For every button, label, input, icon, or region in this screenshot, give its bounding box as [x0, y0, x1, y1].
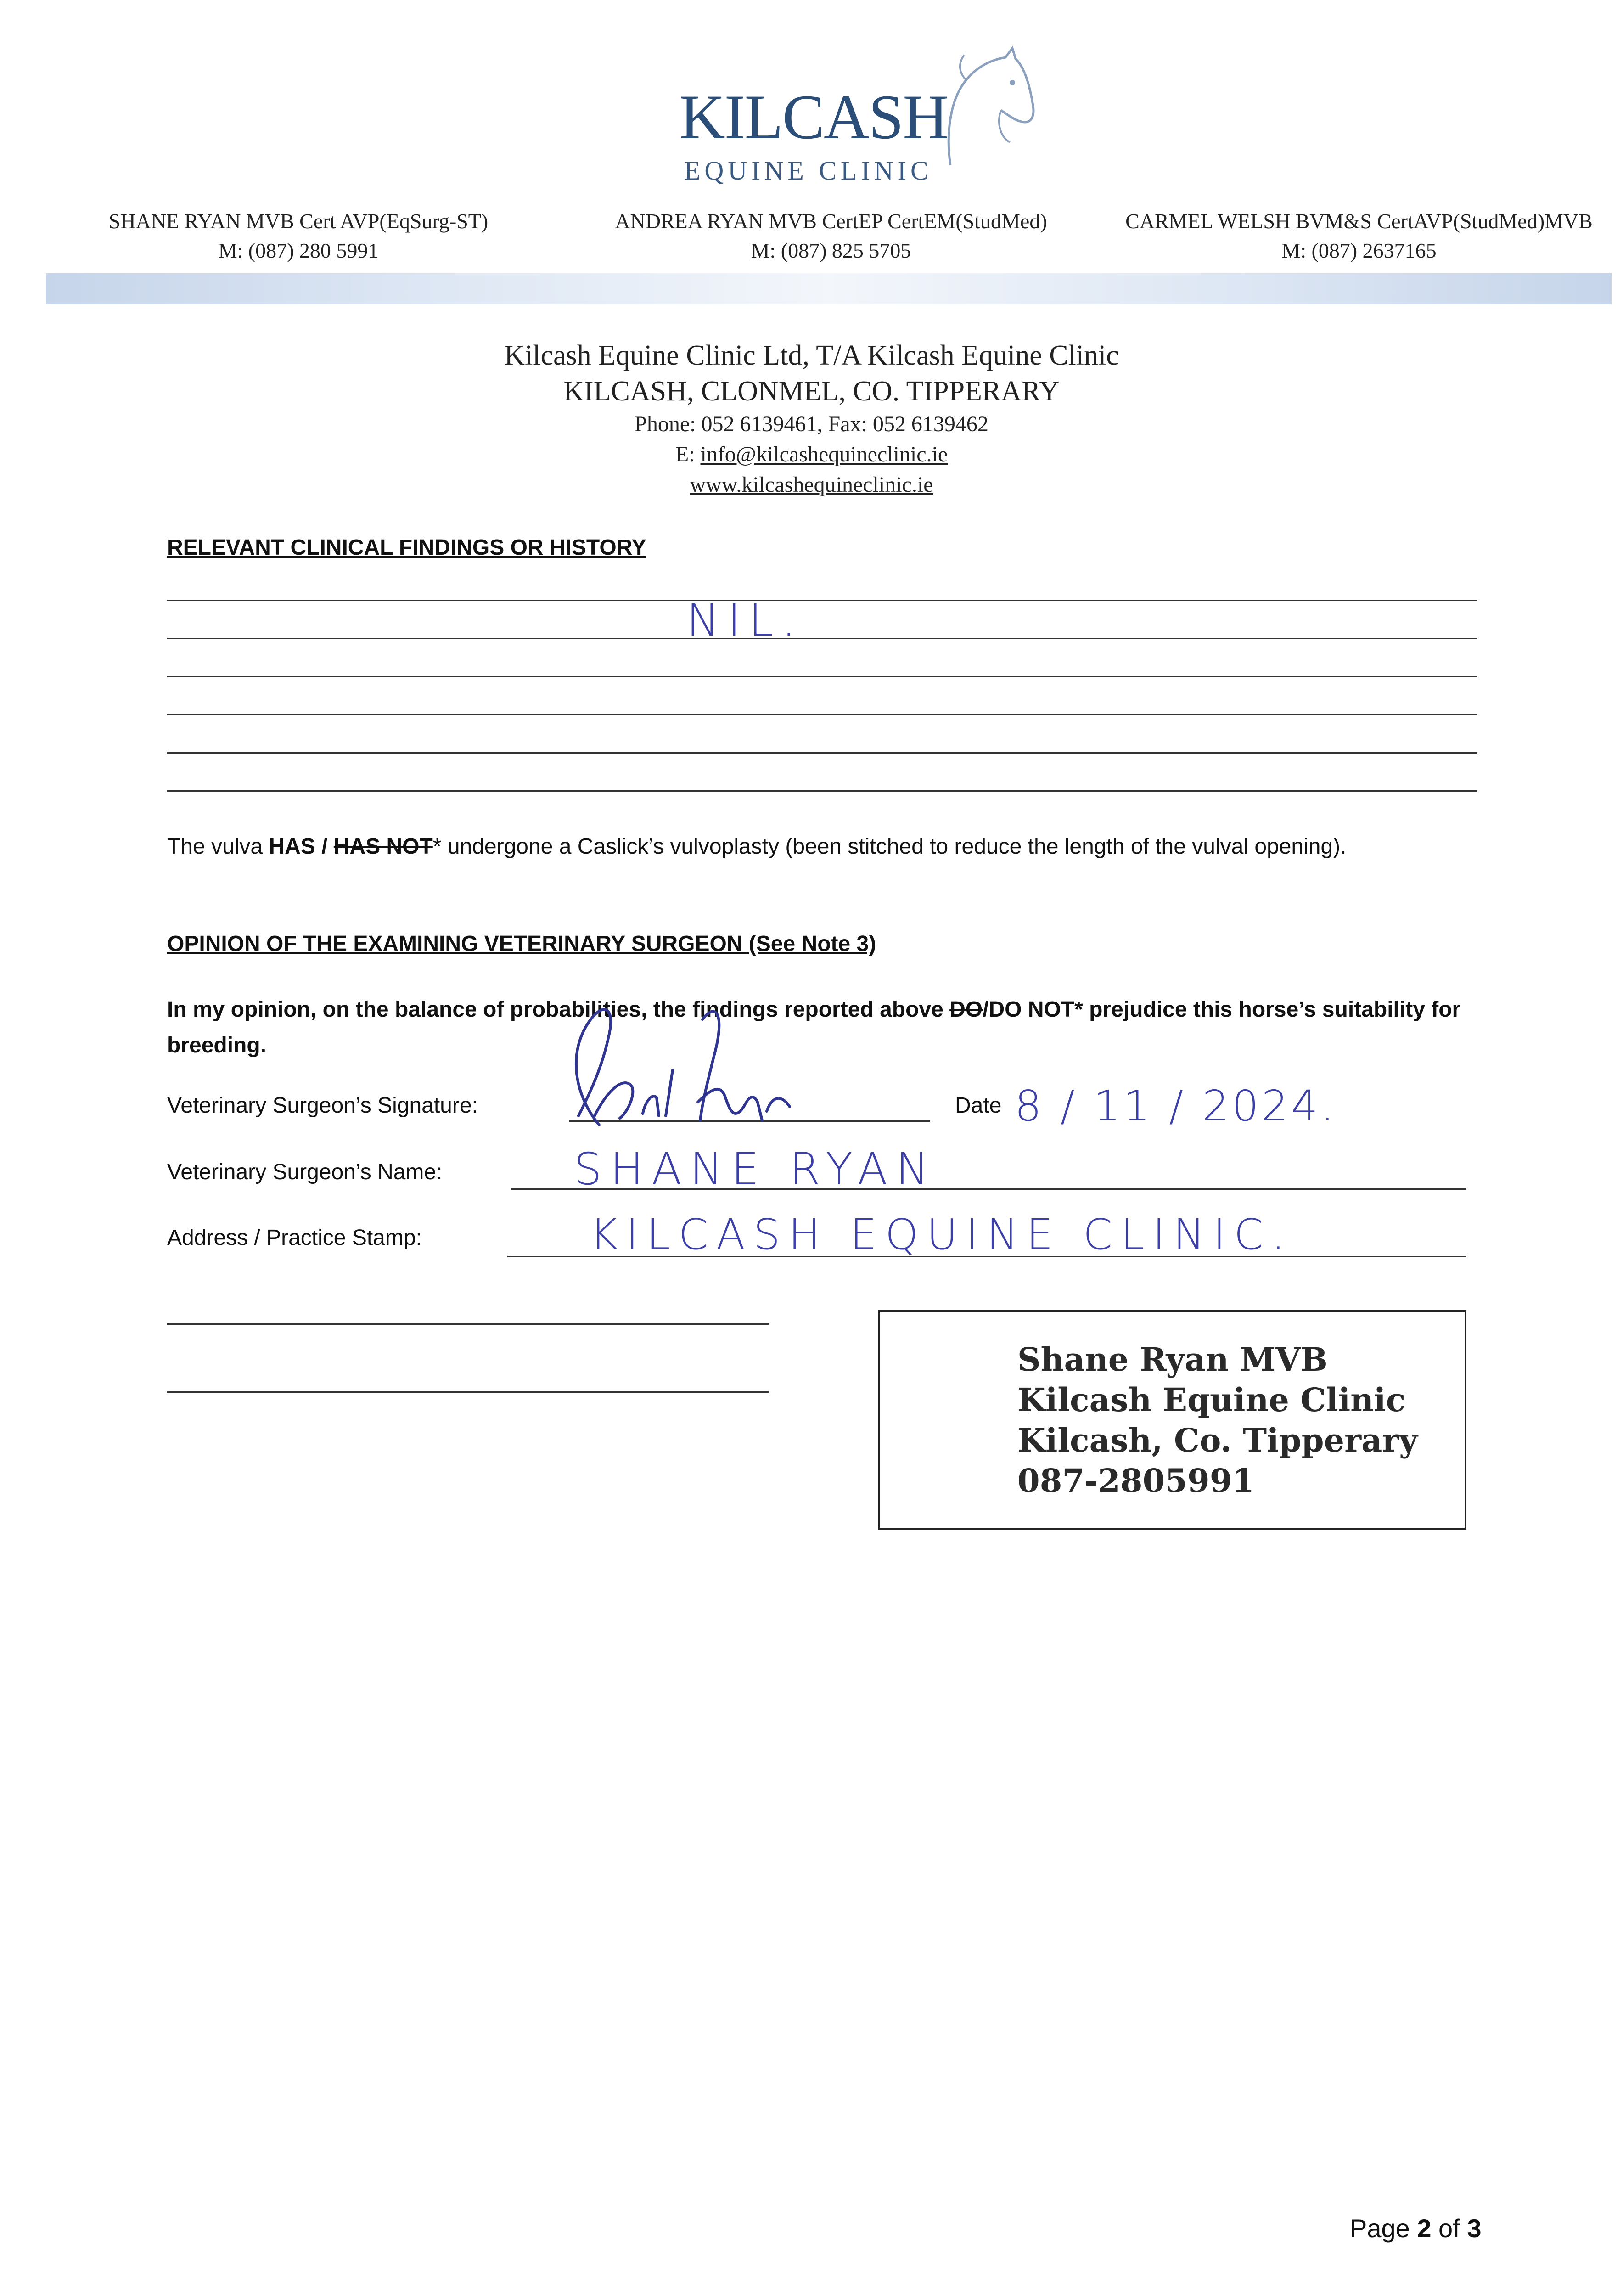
- findings-line-5: [167, 752, 1477, 754]
- has-not-option-struck: HAS NOT: [333, 834, 433, 859]
- date-value: 8 / 11 / 2024.: [1015, 1081, 1337, 1131]
- horse-head-icon: [932, 32, 1038, 170]
- findings-line-2: [167, 638, 1477, 639]
- vet-andrea: [601, 207, 1061, 265]
- opinion-heading: OPINION OF THE EXAMINING VETERINARY SURGEON (See Note 3): [167, 932, 876, 956]
- clinic-legal-name: Kilcash Equine Clinic Ltd, T/A Kilcash Equine Clinic: [504, 340, 1119, 371]
- header-band: [46, 273, 1612, 304]
- website-link[interactable]: www.kilcashequineclinic.ie: [690, 473, 933, 497]
- clinic-logo: [670, 32, 1038, 186]
- has-option: HAS: [269, 834, 315, 859]
- stamp-line-1: Shane Ryan MVB: [1017, 1340, 1328, 1379]
- vet-carmel: [1116, 207, 1602, 265]
- vet-mobile: M: (087) 2637165: [1281, 239, 1437, 262]
- blank-line-2: [167, 1391, 769, 1393]
- vet-mobile: M: (087) 825 5705: [751, 239, 911, 262]
- name-value: SHANE RYAN: [574, 1143, 938, 1195]
- handwritten-signature: [551, 987, 845, 1139]
- total-pages: 3: [1467, 2214, 1482, 2243]
- clinic-email-line: [0, 439, 1623, 470]
- email-link[interactable]: info@kilcashequineclinic.ie: [700, 442, 948, 467]
- blank-line-1: [167, 1323, 769, 1325]
- findings-line-3: [167, 676, 1477, 677]
- practice-stamp: [878, 1310, 1466, 1530]
- clinic-street-address: KILCASH, CLONMEL, CO. TIPPERARY: [563, 376, 1060, 407]
- email-label: E:: [675, 442, 701, 467]
- date-label: Date: [955, 1093, 1002, 1118]
- address-value: KILCASH EQUINE CLINIC.: [590, 1210, 1293, 1259]
- address-label: Address / Practice Stamp:: [167, 1226, 422, 1250]
- stamp-line-3: Kilcash, Co. Tipperary: [1017, 1421, 1418, 1459]
- vet-name: ANDREA RYAN MVB CertEP CertEM(StudMed): [615, 209, 1047, 233]
- logo-subtitle: EQUINE CLINIC: [684, 156, 932, 186]
- vet-name: SHANE RYAN MVB Cert AVP(EqSurg-ST): [108, 209, 489, 233]
- clinic-address: [0, 338, 1623, 500]
- findings-handwritten: NIL.: [686, 595, 804, 646]
- findings-line-6: [167, 790, 1477, 792]
- do-option-struck: DO: [949, 997, 983, 1022]
- findings-line-1: [167, 600, 1477, 601]
- signature-label: Veterinary Surgeon’s Signature:: [167, 1093, 478, 1118]
- logo-name: KILCASH: [680, 82, 948, 152]
- stamp-line-4: 087-2805991: [1017, 1462, 1255, 1500]
- page-number: Page 2 of 3: [1350, 2214, 1482, 2243]
- vet-mobile: M: (087) 280 5991: [218, 239, 379, 262]
- vet-name: CARMEL WELSH BVM&S CertAVP(StudMed)MVB: [1125, 209, 1593, 233]
- current-page: 2: [1417, 2214, 1432, 2243]
- stamp-line-2: Kilcash Equine Clinic: [1017, 1381, 1406, 1419]
- opinion-statement: In my opinion, on the balance of probabilities, the findings reported above DO/DO NOT* prejudice this horse’s suitability for breeding.: [167, 997, 1461, 1058]
- findings-heading: RELEVANT CLINICAL FINDINGS OR HISTORY: [167, 535, 646, 560]
- caslick-statement: The vulva HAS / HAS NOT* undergone a Caslick’s vulvoplasty (been stitched to reduce the length of the vulval opening).: [167, 834, 1347, 859]
- findings-line-4: [167, 714, 1477, 715]
- name-label: Veterinary Surgeon’s Name:: [167, 1160, 443, 1184]
- clinic-phone-fax: Phone: 052 6139461, Fax: 052 6139462: [635, 412, 988, 436]
- vet-shane: [69, 207, 528, 265]
